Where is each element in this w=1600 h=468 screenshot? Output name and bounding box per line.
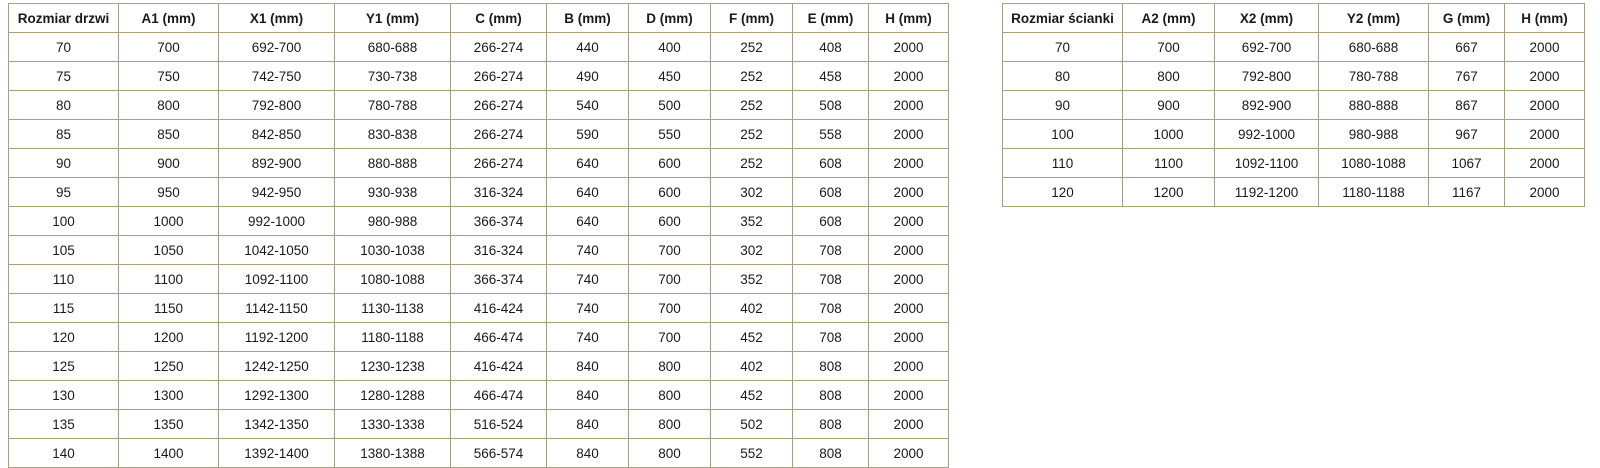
column-header-0: Rozmiar drzwi <box>9 4 119 33</box>
table-cell-9: 2000 <box>869 323 949 352</box>
column-header-5: H (mm) <box>1505 4 1585 33</box>
table-cell-8: 608 <box>793 149 869 178</box>
column-header-4: C (mm) <box>451 4 547 33</box>
table-cell-9: 2000 <box>869 33 949 62</box>
door-table-head <box>9 4 949 33</box>
table-cell-3: 1180-1188 <box>1319 178 1429 207</box>
table-cell-5: 640 <box>547 149 629 178</box>
table-cell-6: 800 <box>629 439 711 468</box>
table-cell-5: 2000 <box>1505 33 1585 62</box>
table-cell-8: 608 <box>793 207 869 236</box>
table-cell-5: 640 <box>547 178 629 207</box>
column-header-3: Y2 (mm) <box>1319 4 1429 33</box>
table-cell-5: 740 <box>547 323 629 352</box>
table-cell-6: 700 <box>629 323 711 352</box>
table-cell-3: 830-838 <box>335 120 451 149</box>
table-cell-3: 930-938 <box>335 178 451 207</box>
table-row <box>9 439 949 468</box>
table-cell-9: 2000 <box>869 120 949 149</box>
table-cell-0: 120 <box>9 323 119 352</box>
column-header-1: A2 (mm) <box>1123 4 1215 33</box>
table-cell-6: 800 <box>629 352 711 381</box>
table-row <box>9 265 949 294</box>
table-cell-6: 550 <box>629 120 711 149</box>
table-cell-4: 566-574 <box>451 439 547 468</box>
table-cell-5: 440 <box>547 33 629 62</box>
table-cell-4: 667 <box>1429 33 1505 62</box>
table-cell-0: 80 <box>1003 62 1123 91</box>
table-cell-2: 1392-1400 <box>219 439 335 468</box>
table-row <box>9 91 949 120</box>
table-cell-4: 1167 <box>1429 178 1505 207</box>
table-cell-2: 1292-1300 <box>219 381 335 410</box>
table-cell-4: 266-274 <box>451 120 547 149</box>
table-cell-7: 252 <box>711 91 793 120</box>
table-cell-7: 252 <box>711 62 793 91</box>
table-row <box>1003 91 1585 120</box>
table-cell-1: 700 <box>1123 33 1215 62</box>
table-cell-0: 80 <box>9 91 119 120</box>
table-cell-2: 1242-1250 <box>219 352 335 381</box>
table-cell-7: 452 <box>711 323 793 352</box>
column-header-2: X2 (mm) <box>1215 4 1319 33</box>
table-cell-8: 708 <box>793 236 869 265</box>
table-row <box>9 62 949 91</box>
table-cell-7: 302 <box>711 236 793 265</box>
table-cell-4: 466-474 <box>451 323 547 352</box>
table-cell-9: 2000 <box>869 439 949 468</box>
table-cell-2: 892-900 <box>219 149 335 178</box>
table-cell-2: 942-950 <box>219 178 335 207</box>
table-cell-5: 640 <box>547 207 629 236</box>
table-cell-9: 2000 <box>869 207 949 236</box>
table-cell-1: 900 <box>1123 91 1215 120</box>
table-cell-0: 110 <box>9 265 119 294</box>
table-cell-9: 2000 <box>869 178 949 207</box>
table-cell-0: 70 <box>1003 33 1123 62</box>
table-cell-1: 1300 <box>119 381 219 410</box>
table-cell-5: 840 <box>547 439 629 468</box>
table-cell-0: 130 <box>9 381 119 410</box>
table-cell-9: 2000 <box>869 294 949 323</box>
table-cell-2: 792-800 <box>1215 62 1319 91</box>
table-cell-1: 1100 <box>1123 149 1215 178</box>
table-cell-5: 2000 <box>1505 62 1585 91</box>
table-cell-4: 466-474 <box>451 381 547 410</box>
table-cell-9: 2000 <box>869 410 949 439</box>
table-cell-6: 700 <box>629 265 711 294</box>
table-cell-1: 700 <box>119 33 219 62</box>
table-cell-0: 95 <box>9 178 119 207</box>
column-header-0: Rozmiar ścianki <box>1003 4 1123 33</box>
table-cell-1: 1150 <box>119 294 219 323</box>
table-cell-3: 880-888 <box>335 149 451 178</box>
table-cell-7: 502 <box>711 410 793 439</box>
table-cell-4: 416-424 <box>451 352 547 381</box>
table-row <box>1003 120 1585 149</box>
column-header-4: G (mm) <box>1429 4 1505 33</box>
table-cell-5: 840 <box>547 410 629 439</box>
table-cell-4: 366-374 <box>451 265 547 294</box>
table-cell-0: 90 <box>9 149 119 178</box>
table-row <box>1003 149 1585 178</box>
table-cell-8: 808 <box>793 352 869 381</box>
table-cell-5: 2000 <box>1505 149 1585 178</box>
table-cell-5: 840 <box>547 381 629 410</box>
table-row <box>9 120 949 149</box>
table-row <box>9 381 949 410</box>
table-cell-9: 2000 <box>869 62 949 91</box>
table-cell-4: 1067 <box>1429 149 1505 178</box>
column-header-6: D (mm) <box>629 4 711 33</box>
table-cell-6: 700 <box>629 294 711 323</box>
table-cell-0: 135 <box>9 410 119 439</box>
table-cell-3: 1280-1288 <box>335 381 451 410</box>
column-header-9: H (mm) <box>869 4 949 33</box>
table-cell-7: 352 <box>711 265 793 294</box>
table-cell-2: 1192-1200 <box>219 323 335 352</box>
table-cell-3: 1080-1088 <box>1319 149 1429 178</box>
table-cell-7: 402 <box>711 352 793 381</box>
column-header-2: X1 (mm) <box>219 4 335 33</box>
table-row <box>1003 62 1585 91</box>
table-cell-3: 1130-1138 <box>335 294 451 323</box>
table-cell-4: 316-324 <box>451 236 547 265</box>
table-cell-6: 800 <box>629 381 711 410</box>
table-cell-2: 842-850 <box>219 120 335 149</box>
table-cell-1: 1400 <box>119 439 219 468</box>
table-row <box>9 323 949 352</box>
wall-table-body <box>1003 33 1585 207</box>
table-cell-3: 880-888 <box>1319 91 1429 120</box>
table-cell-1: 1050 <box>119 236 219 265</box>
table-cell-8: 708 <box>793 294 869 323</box>
table-cell-1: 1350 <box>119 410 219 439</box>
table-row <box>9 236 949 265</box>
table-cell-0: 85 <box>9 120 119 149</box>
table-cell-1: 750 <box>119 62 219 91</box>
table-cell-5: 2000 <box>1505 178 1585 207</box>
table-cell-9: 2000 <box>869 91 949 120</box>
table-cell-6: 600 <box>629 207 711 236</box>
table-row <box>1003 33 1585 62</box>
table-cell-2: 692-700 <box>1215 33 1319 62</box>
table-cell-7: 252 <box>711 149 793 178</box>
table-cell-3: 1030-1038 <box>335 236 451 265</box>
table-cell-0: 90 <box>1003 91 1123 120</box>
table-cell-1: 1200 <box>1123 178 1215 207</box>
table-cell-1: 950 <box>119 178 219 207</box>
table-cell-1: 850 <box>119 120 219 149</box>
table-cell-5: 590 <box>547 120 629 149</box>
table-cell-5: 2000 <box>1505 91 1585 120</box>
table-cell-5: 840 <box>547 352 629 381</box>
table-cell-1: 800 <box>1123 62 1215 91</box>
table-cell-7: 302 <box>711 178 793 207</box>
table-cell-0: 140 <box>9 439 119 468</box>
table-cell-0: 105 <box>9 236 119 265</box>
table-cell-3: 680-688 <box>335 33 451 62</box>
table-row <box>1003 178 1585 207</box>
table-cell-5: 490 <box>547 62 629 91</box>
table-cell-3: 980-988 <box>335 207 451 236</box>
table-cell-4: 767 <box>1429 62 1505 91</box>
table-cell-8: 808 <box>793 381 869 410</box>
table-cell-2: 1192-1200 <box>1215 178 1319 207</box>
table-cell-1: 1000 <box>119 207 219 236</box>
door-dimensions-table <box>8 3 949 468</box>
table-header-row <box>1003 4 1585 33</box>
table-cell-1: 1200 <box>119 323 219 352</box>
table-cell-6: 400 <box>629 33 711 62</box>
table-cell-5: 2000 <box>1505 120 1585 149</box>
table-cell-8: 708 <box>793 265 869 294</box>
table-cell-1: 1000 <box>1123 120 1215 149</box>
table-cell-7: 402 <box>711 294 793 323</box>
table-cell-8: 808 <box>793 410 869 439</box>
table-cell-3: 1180-1188 <box>335 323 451 352</box>
table-cell-3: 1080-1088 <box>335 265 451 294</box>
table-cell-3: 680-688 <box>1319 33 1429 62</box>
table-cell-5: 540 <box>547 91 629 120</box>
table-cell-2: 1092-1100 <box>219 265 335 294</box>
table-cell-2: 742-750 <box>219 62 335 91</box>
table-cell-0: 125 <box>9 352 119 381</box>
table-cell-8: 708 <box>793 323 869 352</box>
table-cell-3: 1380-1388 <box>335 439 451 468</box>
table-cell-0: 115 <box>9 294 119 323</box>
door-table-body <box>9 33 949 468</box>
table-cell-7: 352 <box>711 207 793 236</box>
table-cell-2: 992-1000 <box>1215 120 1319 149</box>
table-cell-8: 808 <box>793 439 869 468</box>
table-cell-0: 120 <box>1003 178 1123 207</box>
table-cell-4: 266-274 <box>451 33 547 62</box>
table-cell-2: 1342-1350 <box>219 410 335 439</box>
table-cell-4: 516-524 <box>451 410 547 439</box>
table-cell-4: 266-274 <box>451 62 547 91</box>
table-cell-1: 1250 <box>119 352 219 381</box>
table-cell-8: 458 <box>793 62 869 91</box>
table-row <box>9 294 949 323</box>
table-cell-0: 75 <box>9 62 119 91</box>
table-cell-8: 408 <box>793 33 869 62</box>
table-cell-9: 2000 <box>869 265 949 294</box>
table-cell-7: 252 <box>711 33 793 62</box>
table-cell-6: 500 <box>629 91 711 120</box>
table-cell-2: 1142-1150 <box>219 294 335 323</box>
table-cell-4: 316-324 <box>451 178 547 207</box>
column-header-5: B (mm) <box>547 4 629 33</box>
column-header-8: E (mm) <box>793 4 869 33</box>
table-cell-2: 1092-1100 <box>1215 149 1319 178</box>
wall-dimensions-table <box>1002 3 1585 207</box>
table-cell-3: 1330-1338 <box>335 410 451 439</box>
table-cell-9: 2000 <box>869 381 949 410</box>
table-header-row <box>9 4 949 33</box>
table-cell-8: 508 <box>793 91 869 120</box>
table-cell-0: 110 <box>1003 149 1123 178</box>
table-cell-7: 252 <box>711 120 793 149</box>
table-cell-5: 740 <box>547 294 629 323</box>
column-header-7: F (mm) <box>711 4 793 33</box>
table-row <box>9 149 949 178</box>
table-cell-6: 600 <box>629 149 711 178</box>
table-cell-5: 740 <box>547 236 629 265</box>
table-cell-2: 892-900 <box>1215 91 1319 120</box>
table-cell-0: 100 <box>1003 120 1123 149</box>
table-cell-3: 1230-1238 <box>335 352 451 381</box>
table-row <box>9 352 949 381</box>
table-cell-4: 416-424 <box>451 294 547 323</box>
table-cell-3: 980-988 <box>1319 120 1429 149</box>
table-cell-6: 600 <box>629 178 711 207</box>
table-cell-5: 740 <box>547 265 629 294</box>
table-cell-2: 792-800 <box>219 91 335 120</box>
table-row <box>9 178 949 207</box>
table-cell-1: 900 <box>119 149 219 178</box>
table-cell-3: 730-738 <box>335 62 451 91</box>
table-cell-6: 800 <box>629 410 711 439</box>
column-header-1: A1 (mm) <box>119 4 219 33</box>
table-cell-4: 266-274 <box>451 91 547 120</box>
table-cell-4: 967 <box>1429 120 1505 149</box>
table-row <box>9 410 949 439</box>
table-cell-9: 2000 <box>869 352 949 381</box>
table-cell-2: 692-700 <box>219 33 335 62</box>
table-cell-0: 100 <box>9 207 119 236</box>
column-header-3: Y1 (mm) <box>335 4 451 33</box>
table-cell-9: 2000 <box>869 149 949 178</box>
table-cell-4: 867 <box>1429 91 1505 120</box>
table-cell-2: 992-1000 <box>219 207 335 236</box>
table-cell-2: 1042-1050 <box>219 236 335 265</box>
table-row <box>9 207 949 236</box>
table-cell-6: 700 <box>629 236 711 265</box>
table-cell-7: 552 <box>711 439 793 468</box>
table-row <box>9 33 949 62</box>
table-cell-3: 780-788 <box>335 91 451 120</box>
table-cell-1: 800 <box>119 91 219 120</box>
table-cell-0: 70 <box>9 33 119 62</box>
table-cell-4: 366-374 <box>451 207 547 236</box>
table-cell-4: 266-274 <box>451 149 547 178</box>
table-cell-1: 1100 <box>119 265 219 294</box>
wall-table-head <box>1003 4 1585 33</box>
table-cell-6: 450 <box>629 62 711 91</box>
table-cell-8: 558 <box>793 120 869 149</box>
table-cell-9: 2000 <box>869 236 949 265</box>
table-cell-3: 780-788 <box>1319 62 1429 91</box>
table-cell-8: 608 <box>793 178 869 207</box>
table-cell-7: 452 <box>711 381 793 410</box>
